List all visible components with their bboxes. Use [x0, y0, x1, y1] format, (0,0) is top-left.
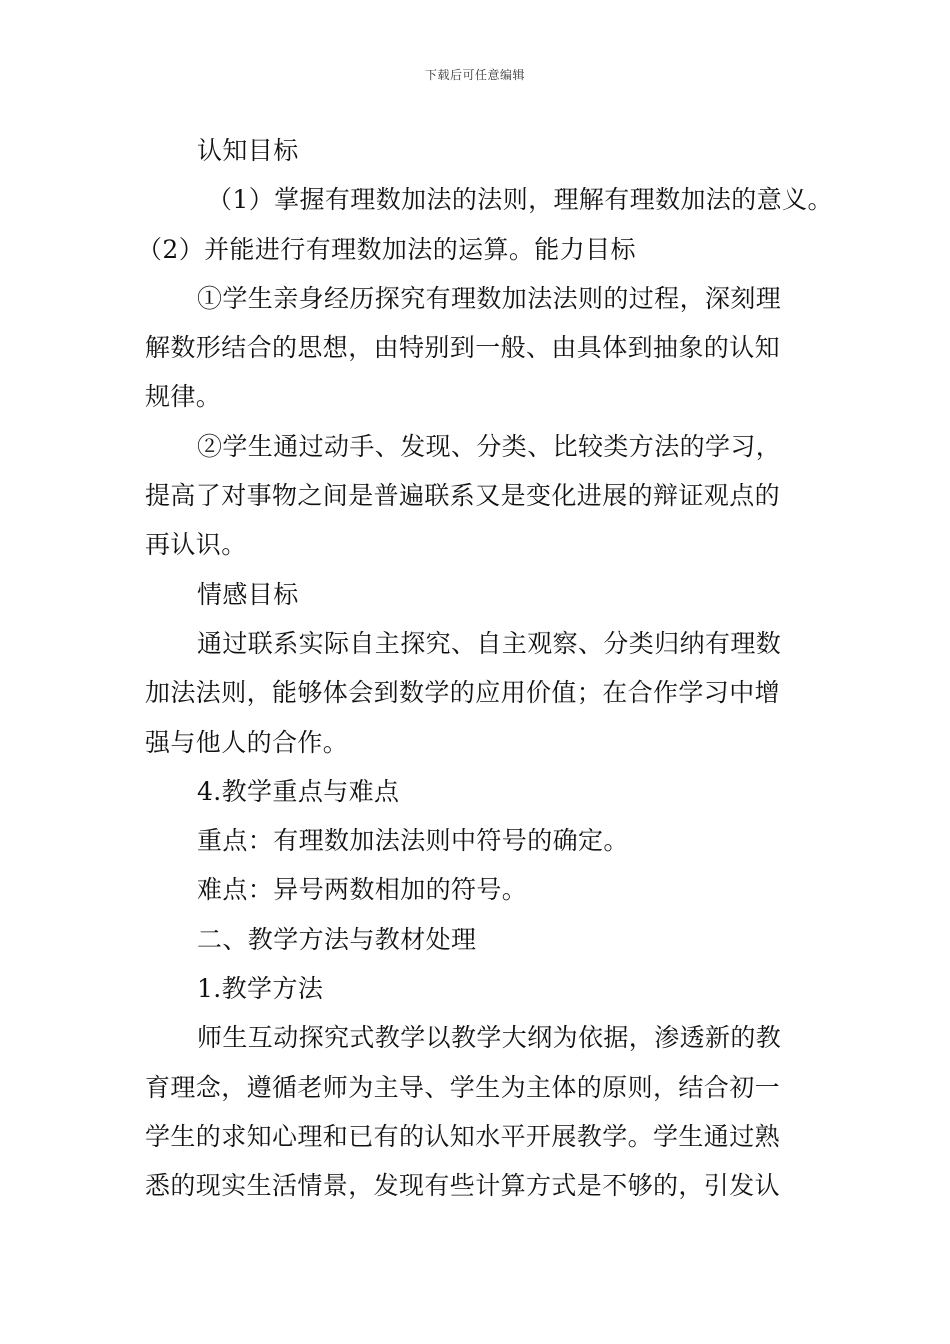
heading-cognitive-goals: 认知目标: [197, 136, 299, 165]
heading-emotional-goals: 情感目标: [197, 579, 299, 609]
heading-key-difficult-points: 4.教学重点与难点: [197, 776, 400, 806]
paragraph-line: 解数形结合的思想，由特别到一般、由具体到抽象的认知: [145, 333, 781, 363]
paragraph-line: 加法法则，能够体会到数学的应用价值；在合作学习中增: [145, 678, 781, 708]
paragraph-line: 难点：异号两数相加的符号。: [197, 875, 528, 905]
paragraph-line: 通过联系实际自主探究、自主观察、分类归纳有理数: [197, 628, 782, 658]
heading-teaching-methods: 二、教学方法与教材处理: [197, 924, 477, 954]
paragraph-line: ②学生通过动手、发现、分类、比较类方法的学习，: [197, 431, 782, 461]
paragraph-line: 悉的现实生活情景，发现有些计算方式是不够的，引发认: [145, 1171, 781, 1201]
paragraph-line: 重点：有理数加法法则中符号的确定。: [197, 826, 629, 856]
paragraph-line: 再认识。: [145, 530, 247, 560]
paragraph-line: （2）并能进行有理数加法的运算。能力目标: [137, 234, 636, 264]
paragraph-line: 师生互动探究式教学以教学大纲为依据，渗透新的教: [197, 1023, 782, 1053]
page-header: 下载后可任意编辑: [424, 68, 525, 82]
paragraph-line: 提高了对事物之间是普遍联系又是变化进展的辩证观点的: [145, 481, 781, 511]
paragraph-line: 学生的求知心理和已有的认知水平开展教学。学生通过熟: [145, 1121, 781, 1151]
paragraph-line: 强与他人的合作。: [145, 727, 349, 757]
document-body: [137, 126, 833, 1211]
paragraph-line: 规律。: [145, 382, 222, 412]
heading-teaching-method: 1.教学方法: [197, 974, 324, 1004]
paragraph-line: ①学生亲身经历探究有理数加法法则的过程，深刻理: [197, 283, 782, 313]
paragraph-line: （1）掌握有理数加法的法则，理解有理数加法的意义。: [207, 185, 833, 215]
paragraph-line: 育理念，遵循老师为主导、学生为主体的原则，结合初一: [145, 1072, 781, 1102]
